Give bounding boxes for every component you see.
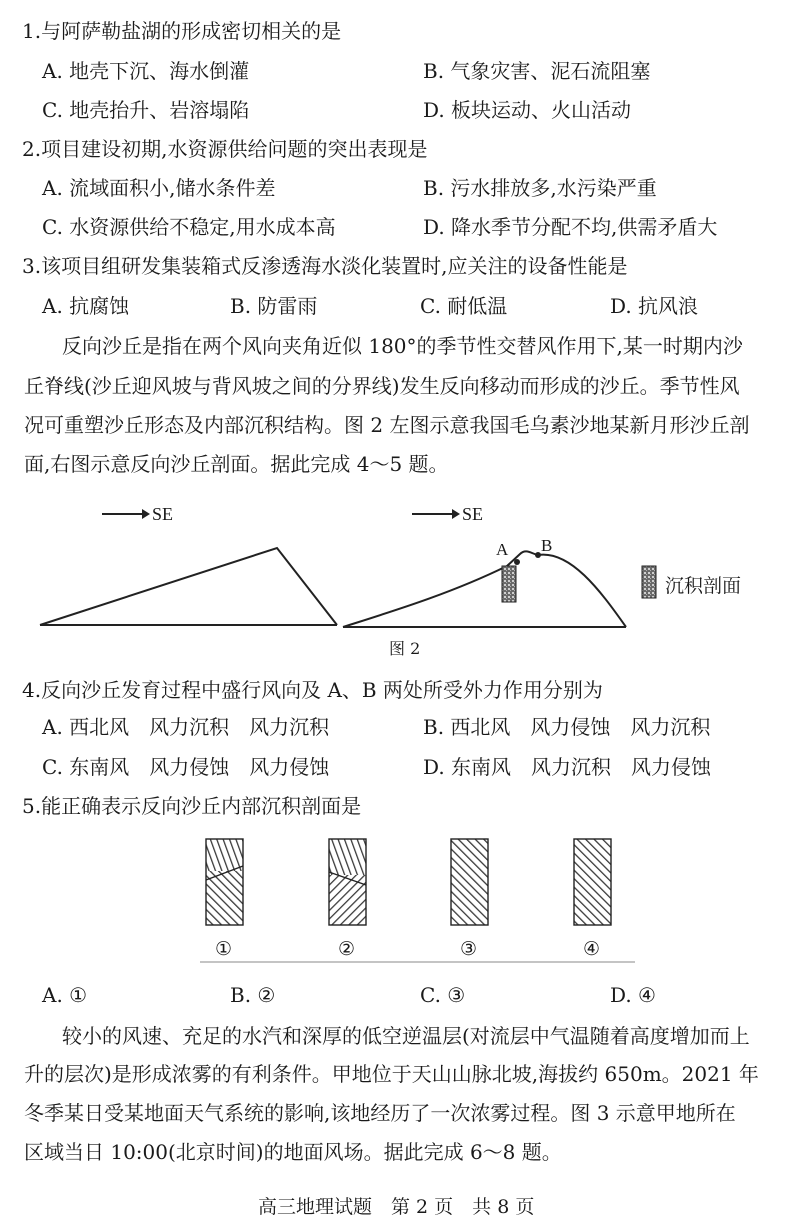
q5-option-d: D. ④ (610, 983, 656, 1007)
q3-option-c: C. 耐低温 (420, 294, 508, 318)
q4-stem: 4.反向沙丘发育过程中盛行风向及 A、B 两处所受外力作用分别为 (22, 678, 603, 702)
label-a: A (496, 540, 509, 559)
q5-option-a: A. ① (42, 983, 88, 1007)
point-a-marker (514, 559, 520, 565)
q1-option-d: D. 板块运动、火山活动 (423, 98, 632, 122)
q1-option-b: B. 气象灾害、泥石流阻塞 (423, 59, 651, 83)
profile-2 (329, 839, 366, 925)
q3-option-d: D. 抗风浪 (610, 294, 699, 318)
q5-option-c: C. ③ (420, 983, 466, 1007)
q3-option-b: B. 防雷雨 (230, 294, 318, 318)
q5-label-4: ④ (583, 938, 601, 960)
right-wind-label (410, 503, 449, 524)
passage1-line-4: 面,右图示意反向沙丘剖面。据此完成 4～5 题。 (24, 452, 449, 476)
q3-stem: 3.该项目组研发集装箱式反渗透海水淡化装置时,应关注的设备性能是 (22, 254, 628, 278)
legend-label: 沉积剖面 (665, 575, 742, 597)
q5-label-2: ② (338, 938, 356, 960)
q5-label-3: ③ (460, 938, 478, 960)
q1-option-a: A. 地壳下沉、海水倒灌 (42, 59, 250, 83)
page-footer: 高三地理试题 第 2 页 共 8 页 (258, 1196, 535, 1218)
passage1-line-1: 反向沙丘是指在两个风向夹角近似 180°的季节性交替风作用下,某一时期内沙 (62, 334, 743, 358)
profile-4 (574, 839, 611, 925)
left-wind-label (100, 503, 139, 524)
left-wind-text: SE (152, 504, 174, 524)
right-dune-profile (343, 551, 626, 627)
q2-option-a: A. 流域面积小,储水条件差 (42, 176, 276, 200)
passage2-line-3: 冬季某日受某地面天气系统的影响,该地经历了一次浓雾过程。图 3 示意甲地所在 (24, 1101, 736, 1125)
q3-option-a: A. 抗腐蚀 (42, 294, 130, 318)
q1-stem: 1.与阿萨勒盐湖的形成密切相关的是 (22, 19, 342, 43)
passage2-line-2: 升的层次)是形成浓雾的有利条件。甲地位于天山山脉北坡,海拔约 650m。2021 年 (24, 1062, 759, 1086)
q4-option-a: A. 西北风 风力沉积 风力沉积 (42, 715, 330, 739)
label-b: B (541, 536, 553, 555)
q4-option-b: B. 西北风 风力侵蚀 风力沉积 (423, 715, 711, 739)
left-dune-profile (40, 548, 337, 625)
q2-option-b: B. 污水排放多,水污染严重 (423, 176, 657, 200)
passage1-line-3: 况可重塑沙丘形态及内部沉积结构。图 2 左图示意我国毛乌素沙地某新月形沙丘剖 (24, 413, 750, 437)
q5-figure (200, 839, 635, 962)
right-wind-text: SE (462, 504, 484, 524)
q4-option-d: D. 东南风 风力沉积 风力侵蚀 (423, 755, 712, 779)
passage2-line-4: 区域当日 10:00(北京时间)的地面风场。据此完成 6～8 题。 (24, 1140, 562, 1164)
profile-3 (451, 839, 488, 925)
profile-1 (206, 839, 243, 925)
q1-option-c: C. 地壳抬升、岩溶塌陷 (42, 98, 250, 122)
q4-option-c: C. 东南风 风力侵蚀 风力侵蚀 (42, 755, 330, 779)
legend-sediment-swatch (642, 566, 656, 598)
passage1-line-2: 丘脊线(沙丘迎风坡与背风坡之间的分界线)发生反向移动而形成的沙丘。季节性风 (24, 374, 740, 398)
q5-stem: 5.能正确表示反向沙丘内部沉积剖面是 (22, 794, 362, 818)
q5-option-b: B. ② (230, 983, 276, 1007)
q2-stem: 2.项目建设初期,水资源供给问题的突出表现是 (22, 137, 428, 161)
q2-option-d: D. 降水季节分配不均,供需矛盾大 (423, 215, 718, 239)
q5-label-1: ① (215, 938, 233, 960)
figure-2-caption: 图 2 (389, 639, 421, 658)
q2-option-c: C. 水资源供给不稳定,用水成本高 (42, 215, 336, 239)
sediment-block (502, 566, 516, 602)
passage2-line-1: 较小的风速、充足的水汽和深厚的低空逆温层(对流层中气温随着高度增加而上 (62, 1024, 750, 1048)
